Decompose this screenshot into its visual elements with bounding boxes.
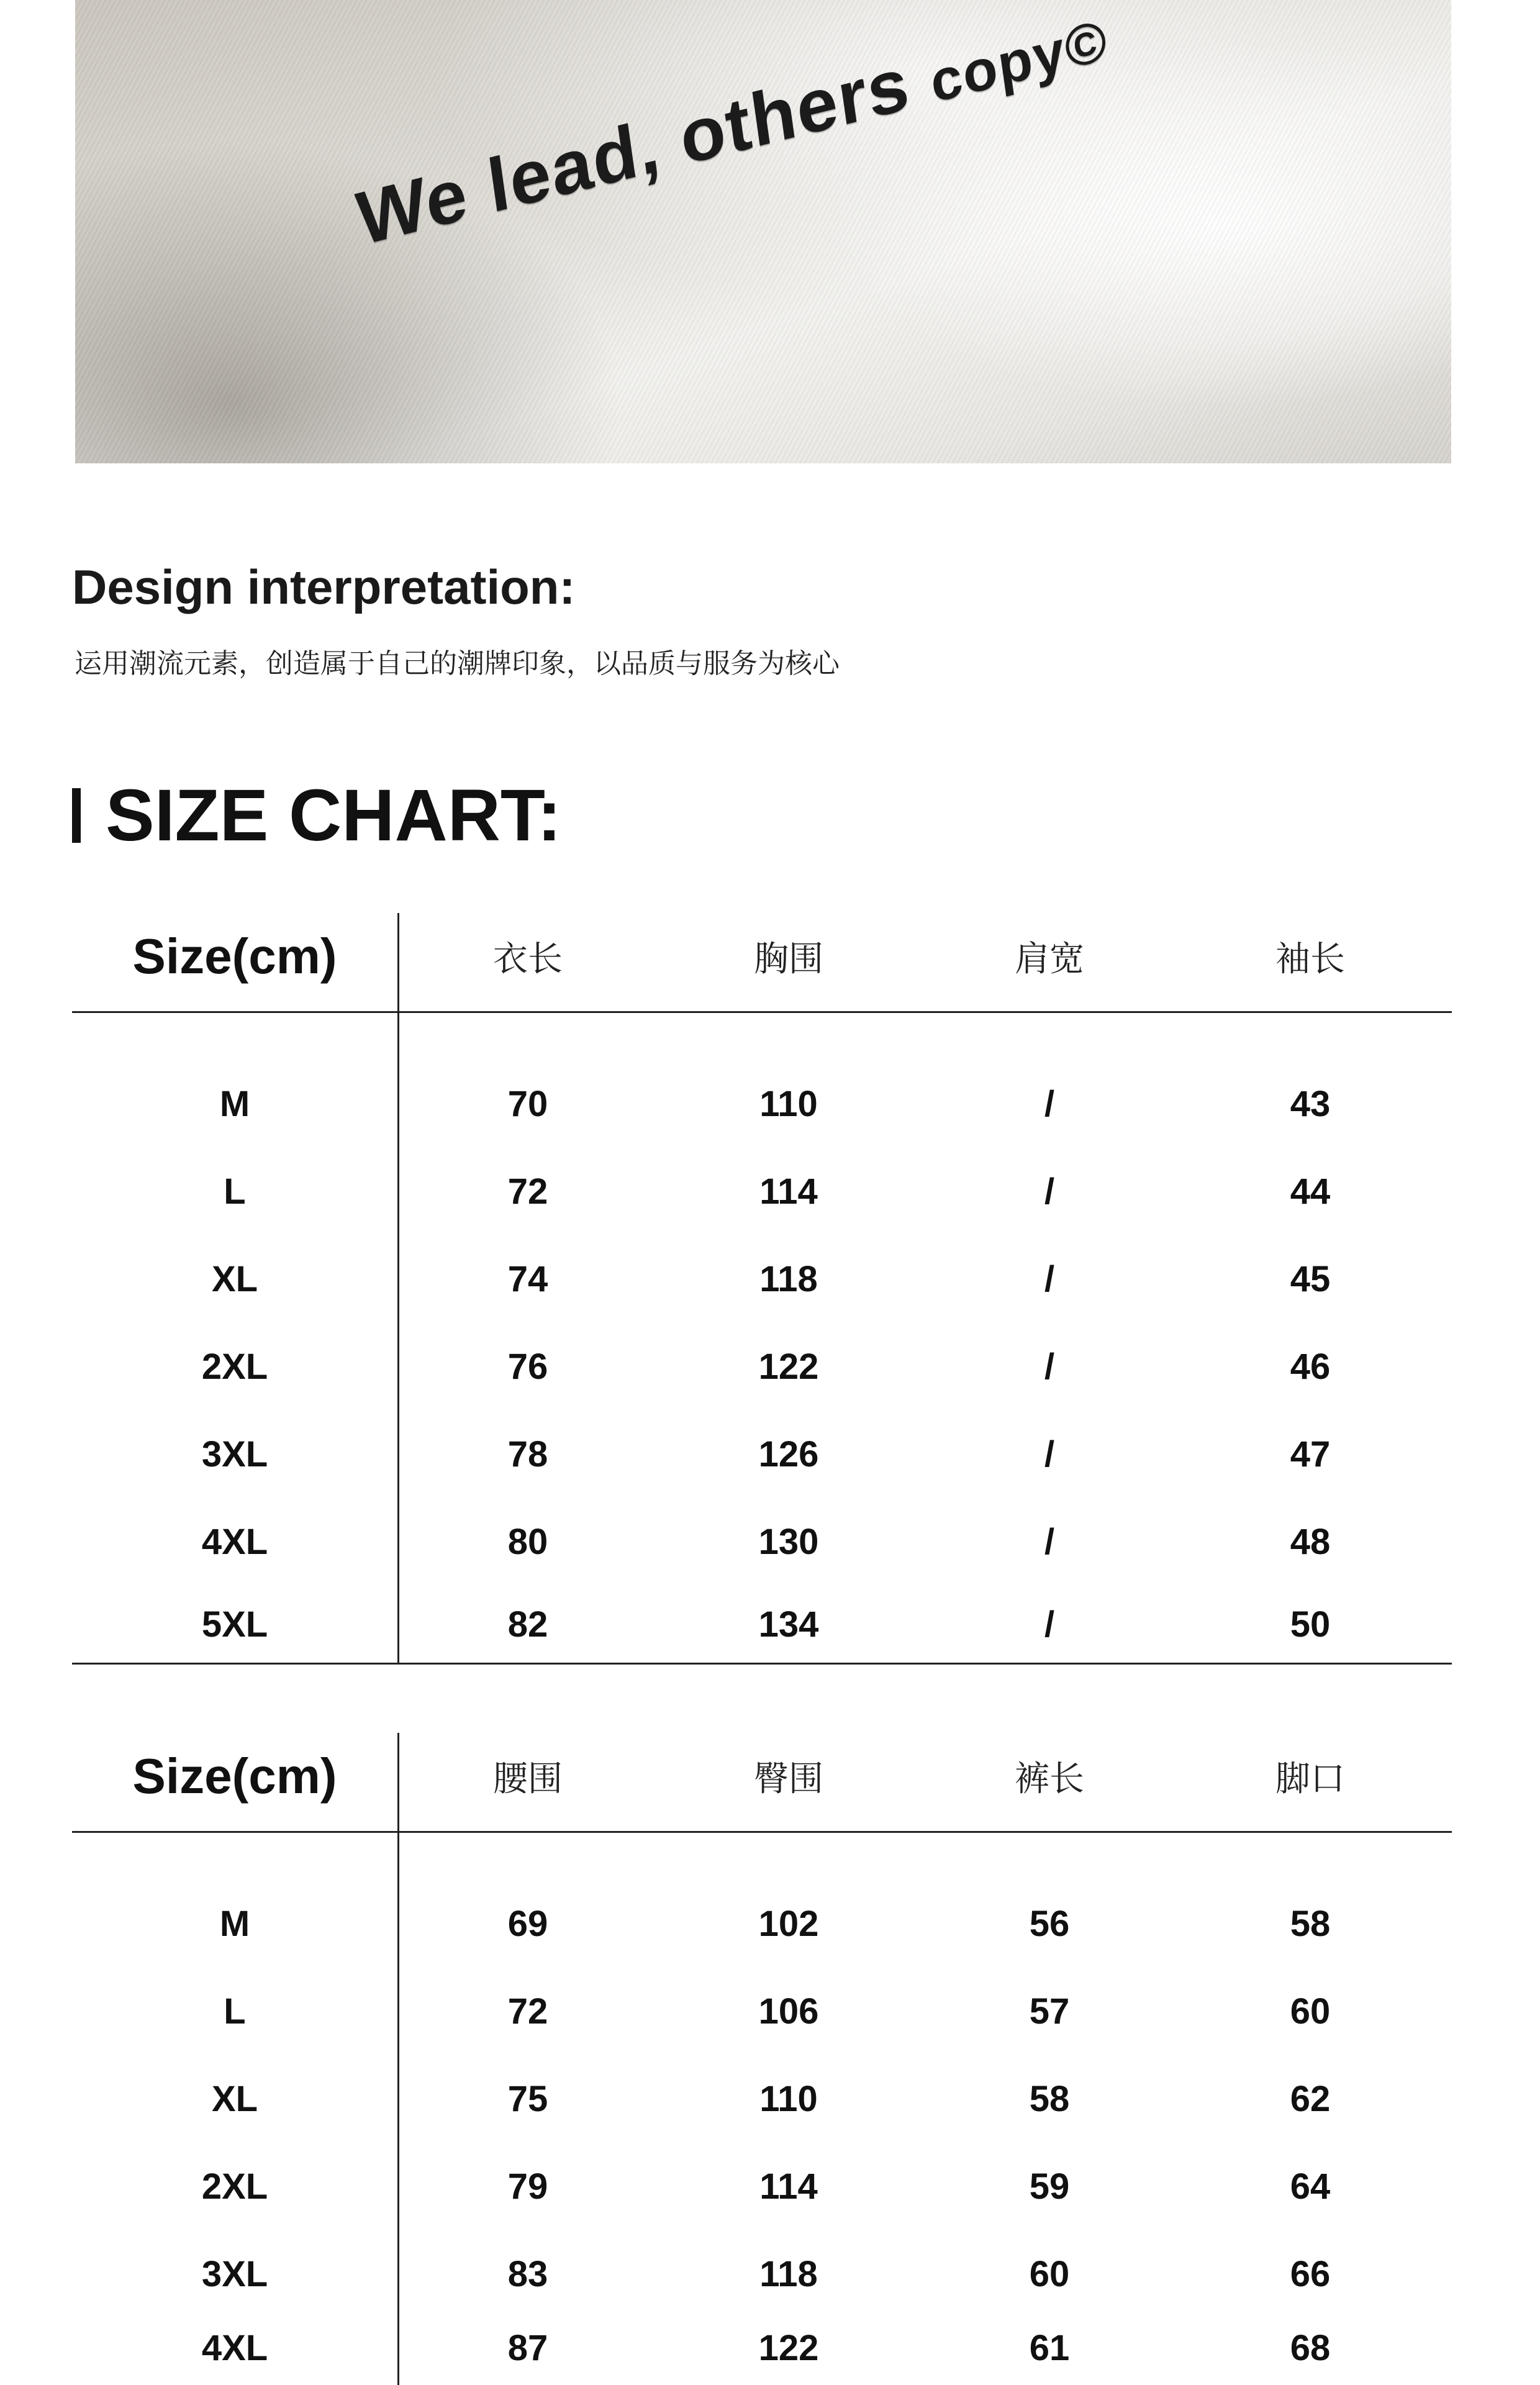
value-cell: / [1044,1083,1055,1124]
design-title: Design interpretation: [72,560,576,614]
table-row [72,1323,1452,1410]
size-table-top [72,913,1452,1665]
column-header: 袖长 [1275,939,1345,978]
value-cell: 58 [1290,1903,1331,1944]
table-row [72,1880,1452,1967]
size-chart-heading [72,775,561,856]
size-cell: 4XL [201,2328,268,2368]
value-cell: 58 [1029,2078,1070,2119]
value-cell: 76 [507,1346,548,1387]
value-cell: 70 [507,1083,548,1124]
value-cell: 68 [1290,2328,1331,2368]
value-cell: 69 [507,1903,548,1944]
value-cell: 82 [507,1604,548,1645]
table-row [72,1968,1452,2055]
print-text-small: copy© [926,7,1112,115]
table-row [72,1411,1452,1497]
column-header: 臀围 [754,1759,823,1798]
size-cell: 3XL [201,1433,268,1474]
design-description: 运用潮流元素，创造属于自己的潮牌印象，以品质与服务为核心 [75,648,840,679]
value-cell: 118 [759,1258,818,1299]
value-cell: 114 [759,1171,818,1212]
column-header: 脚口 [1275,1759,1345,1798]
header-divider [72,1011,1452,1013]
value-cell: 48 [1290,1521,1331,1562]
heading-bar [72,788,81,843]
print-text-main: We lead, others [351,40,915,261]
value-cell: 102 [758,1903,819,1944]
table-row [72,1148,1452,1235]
value-cell: 118 [759,2253,818,2294]
table-row [72,1060,1452,1147]
value-cell: 47 [1290,1433,1331,1474]
size-cell: 3XL [201,2253,268,2294]
value-cell: 122 [758,2328,819,2368]
size-header: Size(cm) [132,929,337,984]
table-row [72,2230,1452,2317]
value-cell: 45 [1290,1258,1331,1299]
table-header [72,913,1452,1000]
table-header [72,1733,1452,1820]
value-cell: 110 [759,2078,818,2119]
size-chart-title: SIZE CHART: [106,775,562,856]
size-cell: 2XL [201,1346,268,1387]
value-cell: / [1044,1521,1055,1562]
value-cell: 75 [507,2078,548,2119]
value-cell: 110 [759,1083,818,1124]
value-cell: 57 [1029,1991,1070,2032]
value-cell: 44 [1290,1171,1331,1212]
value-cell: / [1044,1346,1055,1387]
table-row [72,2055,1452,2142]
column-header: 衣长 [493,939,563,978]
table-bottom-rule [72,1663,1452,1665]
value-cell: 60 [1029,2253,1070,2294]
size-cell: M [219,1083,250,1124]
value-cell: 134 [758,1604,819,1645]
value-cell: 46 [1290,1346,1331,1387]
size-header: Size(cm) [132,1748,337,1804]
value-cell: / [1044,1258,1055,1299]
value-cell: 79 [507,2166,548,2207]
size-cell: 4XL [201,1521,268,1562]
fabric-print-photo [75,0,1451,463]
value-cell: 43 [1290,1083,1331,1124]
value-cell: 106 [758,1991,819,2032]
fabric-print-text [351,0,1112,263]
value-cell: 60 [1290,1991,1331,2032]
value-cell: 122 [758,1346,819,1387]
size-cell: 5XL [201,1604,268,1645]
column-header: 肩宽 [1015,939,1084,978]
value-cell: 78 [507,1433,548,1474]
value-cell: 114 [759,2166,818,2207]
table-row [72,1498,1452,1585]
size-cell: XL [211,2078,258,2119]
size-cell: XL [211,1258,258,1299]
column-header: 胸围 [754,939,823,978]
size-cell: 2XL [201,2166,268,2207]
value-cell: 62 [1290,2078,1331,2119]
column-header: 腰围 [493,1759,563,1798]
size-table-pants [72,1733,1452,2385]
value-cell: 72 [507,1991,548,2032]
value-cell: / [1044,1171,1055,1212]
value-cell: 130 [758,1521,819,1562]
table-row [72,1586,1452,1663]
size-cell: L [224,1171,246,1212]
value-cell: 50 [1290,1604,1331,1645]
value-cell: 126 [758,1433,819,1474]
value-cell: 64 [1290,2166,1331,2207]
value-cell: 66 [1290,2253,1331,2294]
value-cell: 74 [507,1258,548,1299]
column-header: 裤长 [1015,1759,1084,1798]
value-cell: 83 [507,2253,548,2294]
table-row [72,2311,1452,2385]
value-cell: 80 [507,1521,548,1562]
size-cell: L [224,1991,246,2032]
table-row [72,1235,1452,1322]
header-divider [72,1831,1452,1833]
value-cell: 61 [1029,2328,1070,2368]
table-row [72,2143,1452,2230]
value-cell: / [1044,1433,1055,1474]
value-cell: 87 [507,2328,548,2368]
size-cell: M [219,1903,250,1944]
value-cell: 59 [1029,2166,1070,2207]
value-cell: 56 [1029,1903,1070,1944]
value-cell: 72 [507,1171,548,1212]
value-cell: / [1044,1604,1055,1645]
